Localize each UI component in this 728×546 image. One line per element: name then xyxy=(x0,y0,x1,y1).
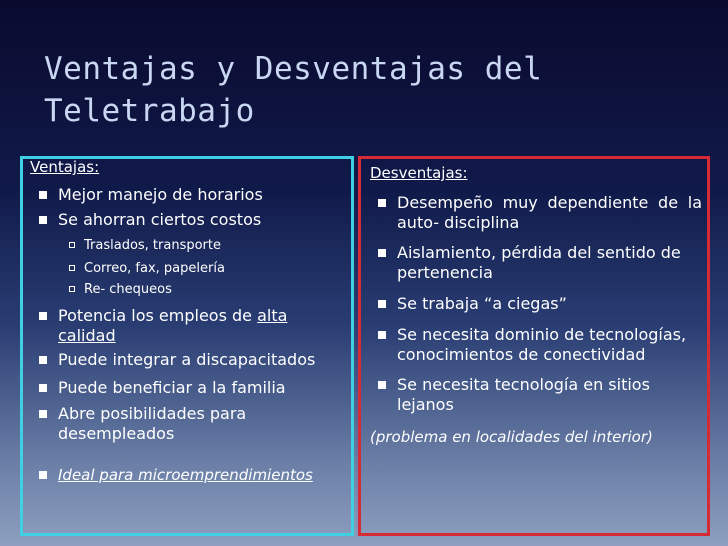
ventaja-subitem: Correo, fax, papelería xyxy=(84,260,334,278)
bullet-icon xyxy=(39,216,47,224)
square-bullet-icon xyxy=(69,242,75,248)
square-bullet-icon xyxy=(69,265,75,271)
bullet-icon xyxy=(39,356,47,364)
desventaja-item: Aislamiento, pérdida del sentido de pertenencia xyxy=(397,243,702,283)
ventajas-header: Ventajas: xyxy=(30,158,100,176)
desventaja-item: Se necesita dominio de tecnologías, conocimientos de conectividad xyxy=(397,325,707,365)
ventaja-item xyxy=(58,465,338,485)
square-bullet-icon xyxy=(69,286,75,292)
alta-calidad-link[interactable]: alta calidad xyxy=(58,306,288,345)
ventaja-item: Puede integrar a discapacitados xyxy=(58,350,348,370)
desventaja-item: Desempeño muy dependiente de la auto- disciplina xyxy=(397,193,702,233)
ventaja-item: Abre posibilidades para desempleados xyxy=(58,404,278,444)
bullet-icon xyxy=(378,300,386,308)
ventaja-item: Potencia los empleos de alta calidad xyxy=(58,306,308,346)
ventaja-subitem: Re- chequeos xyxy=(84,281,334,299)
bullet-icon xyxy=(39,384,47,392)
ventaja-item: Puede beneficiar a la familia xyxy=(58,378,338,398)
desventajas-note: (problema en localidades del interior) xyxy=(370,428,653,446)
bullet-icon xyxy=(39,191,47,199)
bullet-icon xyxy=(39,471,47,479)
bullet-icon xyxy=(39,410,47,418)
desventajas-header: Desventajas: xyxy=(370,164,468,182)
desventaja-item: Se trabaja “a ciegas” xyxy=(397,294,702,314)
ventaja-subitem: Traslados, transporte xyxy=(84,237,334,255)
microemprendimientos-link[interactable]: Ideal para microemprendimientos xyxy=(58,466,313,484)
desventaja-item: Se necesita tecnología en sitios lejanos xyxy=(397,375,677,415)
slide-title: Ventajas y Desventajas del Teletrabajo xyxy=(44,51,543,129)
bullet-icon xyxy=(378,199,386,207)
ventaja-item: Mejor manejo de horarios xyxy=(58,185,338,205)
bullet-icon xyxy=(378,331,386,339)
ventaja-item: Se ahorran ciertos costos xyxy=(58,210,338,230)
bullet-icon xyxy=(378,249,386,257)
bullet-icon xyxy=(378,381,386,389)
bullet-icon xyxy=(39,312,47,320)
